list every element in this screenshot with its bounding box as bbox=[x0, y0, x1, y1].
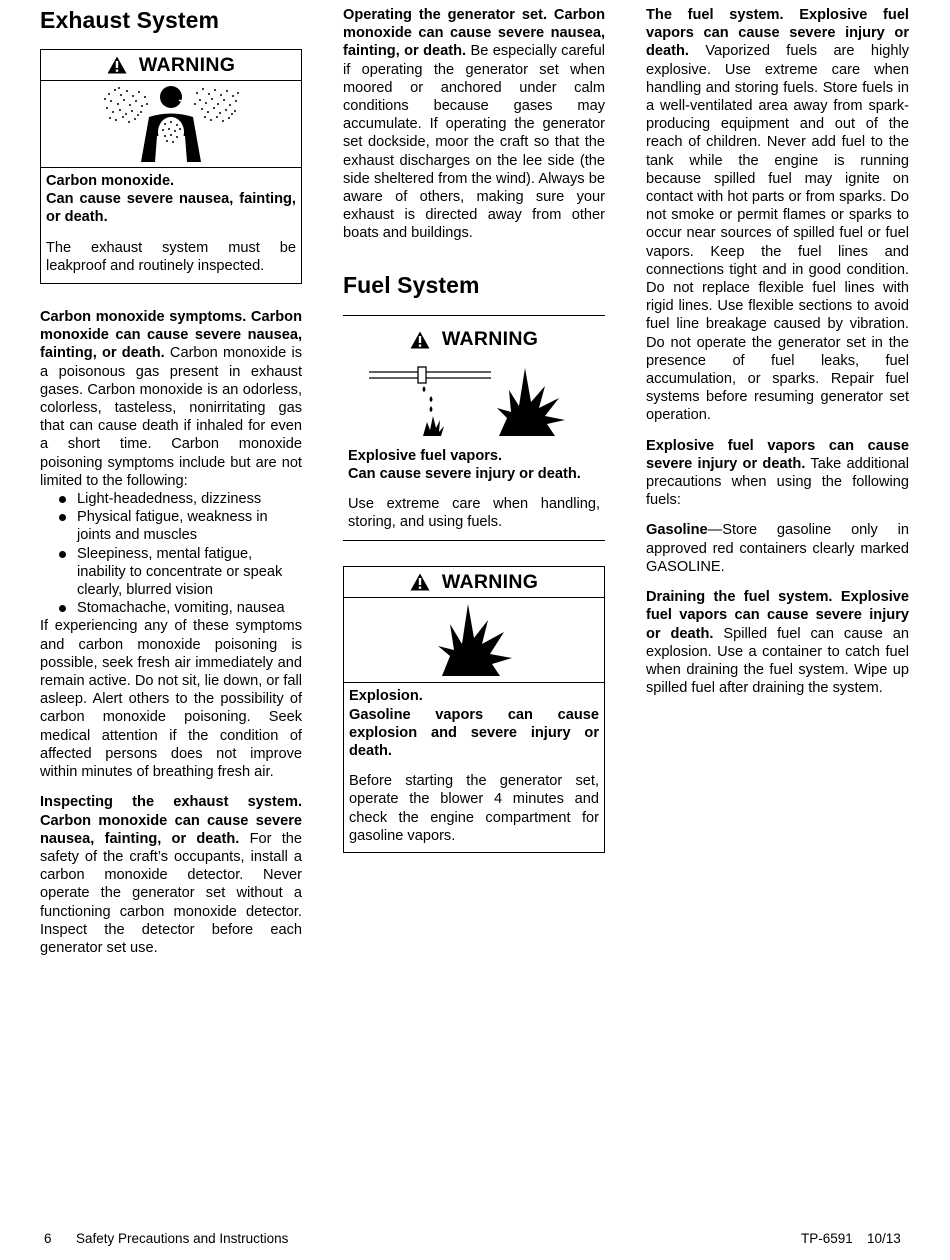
gasoline-paragraph bbox=[646, 521, 909, 576]
explosion-icon bbox=[434, 602, 514, 678]
vapors-paragraph bbox=[646, 437, 909, 510]
footer-doc-id: TP-6591 bbox=[801, 1231, 853, 1246]
co-symptoms-lead: Carbon monoxide symptoms. Carbon monoxide can cause severe nausea, fainting, or death. bbox=[40, 309, 302, 362]
explosion-pictogram bbox=[344, 598, 604, 682]
co-after-paragraph: If experiencing any of these symptoms and carbon monoxide poisoning is possible, seek fresh air immediately and remain active. Do not sit, lie down, or fall asleep. Alert others to the possibility of carbon monoxide poisoning. Seek medical attention if the condition of affected persons does not improve within minutes of breathing fresh air. bbox=[40, 618, 302, 781]
inspecting-paragraph bbox=[40, 793, 302, 957]
list-item: Stomachache, vomiting, nausea bbox=[40, 599, 302, 617]
warning-instruction: The exhaust system must be leakproof and routinely inspected. bbox=[46, 239, 296, 274]
list-item: Sleepiness, mental fatigue, inability to concentrate or speak clearly, blurred vision bbox=[40, 545, 302, 600]
footer-section-title: Safety Precautions and Instructions bbox=[76, 1231, 289, 1246]
hazard-lead: Explosion. bbox=[349, 688, 423, 705]
operating-paragraph bbox=[343, 6, 605, 243]
hazard-text: Gasoline vapors can cause explosion and severe injury or death. bbox=[349, 706, 599, 760]
fuel-vapors-warning bbox=[343, 315, 605, 542]
fuel-system-heading: Fuel System bbox=[343, 271, 480, 298]
inspecting-text: For the safety of the craft’s occupants, install a carbon monoxide detector. Never operate the generator set without a functioning carbon monoxide detector. Inspect the detector before each generator set use. bbox=[40, 830, 302, 956]
fuel-system-lead: The fuel system. Explosive fuel vapors can cause severe injury or death. bbox=[646, 7, 909, 60]
co-warning-box bbox=[40, 49, 302, 284]
gasoline-text: —Store gasoline only in approved red containers clearly marked GASOLINE. bbox=[646, 522, 909, 575]
page-number: 6 bbox=[44, 1231, 52, 1246]
hazard-text: Can cause severe nausea, fainting, or death. bbox=[46, 191, 296, 226]
draining-text: Spilled fuel can cause an explosion. Use a container to catch fuel when draining the fuel system. Wipe up spilled fuel after draining the system. bbox=[646, 625, 909, 697]
warning-label: WARNING bbox=[441, 328, 539, 351]
carbon-monoxide-pictogram bbox=[41, 81, 301, 167]
list-item: Light-headedness, dizziness bbox=[40, 490, 302, 508]
warning-label: WARNING bbox=[441, 570, 539, 593]
symptoms-list bbox=[40, 490, 302, 617]
column-1 bbox=[40, 6, 302, 957]
column-2 bbox=[343, 6, 605, 853]
footer-date: 10/13 bbox=[867, 1231, 901, 1246]
fuel-leak-fire-icon bbox=[369, 358, 579, 438]
vapors-text: Take additional precautions when using the following fuels: bbox=[646, 455, 910, 509]
fuel-leak-pictogram bbox=[343, 355, 605, 441]
person-inhaling-gas-icon bbox=[101, 84, 241, 164]
co-symptoms-text: Carbon monoxide is a poisonous gas present in exhaust gases. Carbon monoxide is an odorless, colorless, tasteless, nonirritating gas that can cause death if inhaled for even a short time. Carbon monoxide poisoning symptoms include but are not limited to the following: bbox=[40, 345, 302, 489]
warning-instruction: Before starting the generator set, operate the blower 4 minutes and check the engine compartment for gasoline vapors. bbox=[349, 773, 599, 844]
co-symptoms-paragraph bbox=[40, 308, 302, 490]
exhaust-system-heading: Exhaust System bbox=[40, 7, 220, 33]
fuel-system-text: Vaporized fuels are highly explosive. Use extreme care when handling and storing fuels. Store fuels in a well-ventilated area away from spark-producing equipment and out of the reach of children. Never add fuel to the tank while the engine is running because spilled fuel may ignite on contact with hot parts or from sparks. Do not smoke or permit flames or sparks to occur near sources of spilled fuel or fuel vapors. Keep the fuel lines and connections tight and in good condition. Do not replace flexible fuel lines with rigid lines. Use flexible sections to avoid fuel line breakage caused by vibration. Do not operate the generator set in the presence of fuel leaks, fuel accumulation, or sparks. Repair fuel systems before resuming generator set operation. bbox=[646, 43, 909, 424]
inspecting-lead: Inspecting the exhaust system. Carbon monoxide can cause severe nausea, fainting, or death. bbox=[40, 794, 302, 847]
warning-label: WARNING bbox=[138, 53, 236, 76]
vapors-lead: Explosive fuel vapors can cause severe injury or death. bbox=[646, 437, 909, 472]
warning-instruction: Use extreme care when handling, storing, and using fuels. bbox=[348, 496, 600, 531]
warning-triangle-icon bbox=[410, 573, 430, 591]
draining-paragraph bbox=[646, 588, 909, 697]
hazard-text: Can cause severe injury or death. bbox=[348, 465, 581, 482]
fuel-system-paragraph bbox=[646, 6, 909, 425]
explosion-warning-box bbox=[343, 566, 605, 853]
list-item: Physical fatigue, weakness in joints and muscles bbox=[40, 508, 302, 544]
hazard-lead: Carbon monoxide. bbox=[46, 173, 175, 189]
warning-header bbox=[344, 567, 604, 597]
warning-header bbox=[343, 325, 605, 355]
operating-text: Be especially careful if operating the generator set when moored or anchored under calm conditions because gases may accumulate. If operating the generator set dockside, moor the craft so that the exhaust discharges on the lee side (the side sheltered from the wind). Always be aware of others, making sure your exhaust is directed away from other boats and buildings. bbox=[343, 43, 605, 242]
draining-lead: Draining the fuel system. Explosive fuel vapors can cause severe injury or death. bbox=[646, 589, 909, 642]
warning-triangle-icon bbox=[410, 331, 430, 349]
operating-lead: Operating the generator set. Carbon monoxide can cause severe nausea, fainting, or death. bbox=[343, 7, 605, 60]
gasoline-lead: Gasoline bbox=[646, 522, 708, 539]
column-3 bbox=[646, 6, 909, 697]
hazard-lead: Explosive fuel vapors. bbox=[348, 447, 503, 464]
warning-header bbox=[41, 50, 301, 80]
warning-triangle-icon bbox=[107, 56, 127, 74]
